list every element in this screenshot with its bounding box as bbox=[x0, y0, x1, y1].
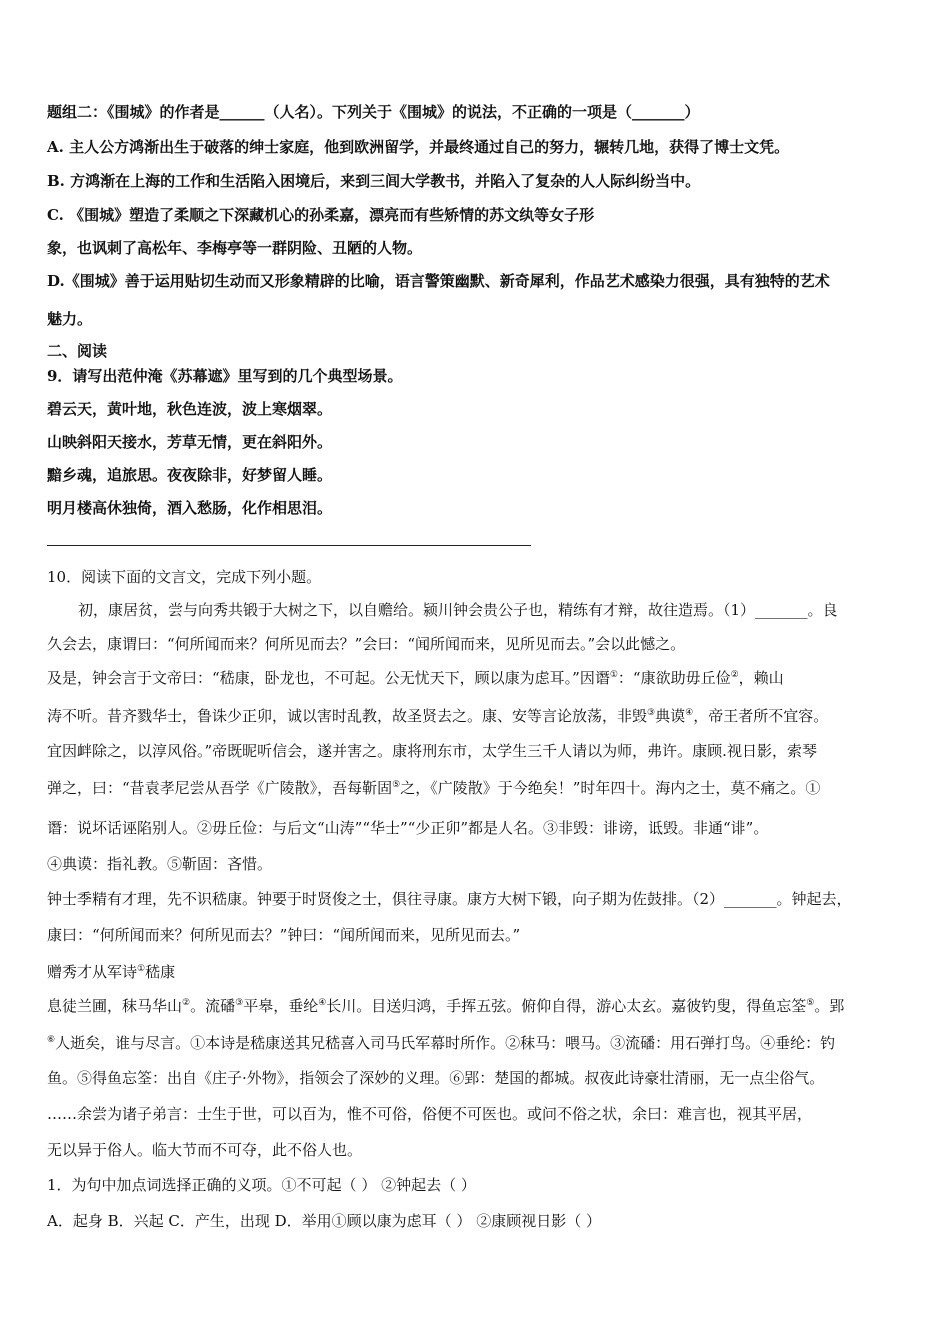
poem-title: 赠秀才从军诗①嵇康 bbox=[47, 963, 176, 981]
footnote-mark: ④ bbox=[685, 708, 694, 718]
poem-line: 黯乡魂，追旅思。夜夜除非，好梦留人睡。 bbox=[47, 466, 333, 484]
footnote-mark: ① bbox=[137, 964, 146, 974]
poem-line: 明月楼高休独倚，酒入愁肠，化作相思泪。 bbox=[47, 499, 333, 517]
passage-line: 及是，钟会言于文帝曰：“嵇康，卧龙也，不可起。公无忧天下，顾以康为虑耳。”因谮①：“康欲助毋丘俭②，赖山 bbox=[47, 669, 784, 687]
passage-line: ⑥人逝矣，谁与尽言。①本诗是嵇康送其兄嵇喜入司马氏军幕时所作。②秣马：喂马。③流磻：用石弹打鸟。④垂纶：钓 bbox=[47, 1034, 836, 1052]
option-a: A. 主人公方鸿渐出生于破落的绅士家庭，他到欧洲留学，并最终通过自己的努力，辗转几地，获得了博士文凭。 bbox=[47, 138, 790, 156]
passage-line: 涛不听。昔齐戮华士，鲁诛少正卯，诚以害时乱教，故圣贤去之。康、安等言论放荡，非毁③典谟④，帝王者所不宜容。 bbox=[47, 707, 829, 725]
poem-line: 碧云天，黄叶地，秋色连波，波上寒烟翠。 bbox=[47, 400, 333, 418]
passage-line: 无以异于俗人。临大节而不可夺，此不俗人也。 bbox=[47, 1141, 363, 1159]
footnote-line: 鱼。⑤得鱼忘筌：出自《庄子·外物》，指领会了深妙的义理。⑥郢：楚国的都城。叔夜此诗豪壮清丽，无一点尘俗气。 bbox=[47, 1069, 825, 1087]
footnote-line: ④典谟：指礼教。⑤靳固：吝惜。 bbox=[47, 855, 273, 873]
passage-line: 弹之，曰：“昔袁孝尼尝从吾学《广陵散》，吾每靳固⑤之，《广陵散》于今绝矣！”时年四十。海内之士，莫不痛之。① bbox=[47, 779, 821, 797]
passage-line: 久会去，康谓曰：“何所闻而来？何所见而去？”会曰：“闻所闻而来，见所见而去。”会以此憾之。 bbox=[47, 635, 686, 653]
option-b: B. 方鸿渐在上海的工作和生活陷入困境后，来到三闾大学教书，并陷入了复杂的人人际纠纷当中。 bbox=[47, 172, 701, 190]
section-heading: 二、阅读 bbox=[47, 342, 108, 360]
footnote-mark: ③ bbox=[647, 708, 656, 718]
footnote-mark: ⑥ bbox=[47, 1035, 56, 1045]
answer-line bbox=[47, 545, 531, 546]
footnote-mark: ③ bbox=[235, 998, 244, 1008]
option-d-line2: 魅力。 bbox=[47, 310, 93, 328]
poem-line: 山映斜阳天接水，芳草无情，更在斜阳外。 bbox=[47, 433, 333, 451]
passage-line: 钟士季精有才理，先不识嵇康。钟要于时贤俊之士，俱往寻康。康方大树下锻，向子期为佐鼓排。（2）_______。钟起去， bbox=[47, 890, 852, 908]
option-c-line2: 象，也讽刺了高松年、李梅亭等一群阴险、丑陋的人物。 bbox=[47, 239, 423, 257]
passage-line: 初，康居贫，尝与向秀共锻于大树之下，以自赡给。颍川钟会贵公子也，精练有才辩，故往造焉。（1）_______。良 bbox=[78, 601, 838, 619]
option-c-line1: C. 《围城》塑造了柔顺之下深藏机心的孙柔嘉，漂亮而有些矫情的苏文纨等女子形 bbox=[47, 206, 595, 224]
question-10-stem: 10．阅读下面的文言文，完成下列小题。 bbox=[47, 568, 322, 586]
passage-line: 康曰：“何所闻而来？何所见而去？”钟曰：“闻所闻而来，见所见而去。” bbox=[47, 926, 521, 944]
passage-line: ……余尝为诸子弟言：士生于世，可以百为，惟不可俗，俗便不可医也。或问不俗之状，余曰：难言也，视其平居， bbox=[47, 1105, 813, 1123]
subquestion-1: 1．为句中加点词选择正确的义项。①不可起（ ） ②钟起去（ ） bbox=[47, 1176, 476, 1194]
footnote-mark: ⑤ bbox=[392, 780, 401, 790]
footnote-line: 谮：说坏话诬陷别人。②毋丘俭：与后文“山涛”“华士”“少正卯”都是人名。③非毁：诽谤，诋毁。非通“诽”。 bbox=[47, 819, 769, 837]
passage-line: 宜因衅除之，以淳风俗。”帝既昵听信会，遂并害之。康将刑东市，太学生三千人请以为师，弗许。康顾.视日影，索琴 bbox=[47, 742, 817, 760]
footnote-mark: ② bbox=[730, 670, 739, 680]
passage-line: 息徒兰圃，秣马华山②。流磻③平皋，垂纶④长川。目送归鸿，手挥五弦。俯仰自得，游心太玄。嘉彼钓叟，得鱼忘筌⑤。郢 bbox=[47, 997, 845, 1015]
footnote-mark: ④ bbox=[318, 998, 327, 1008]
option-d-line1: D.《围城》善于运用贴切生动而又形象精辟的比喻，语言警策幽默、新奇犀利，作品艺术感染力很强，具有独特的艺术 bbox=[47, 272, 830, 290]
question-9-stem: 9．请写出范仲淹《苏幕遮》里写到的几个典型场景。 bbox=[47, 367, 403, 385]
footnote-mark: ② bbox=[182, 998, 191, 1008]
footnote-mark: ⑤ bbox=[806, 998, 815, 1008]
question-group2-stem: 题组二：《围城》的作者是______（人名）。下列关于《围城》的说法，不正确的一项是（_______） bbox=[47, 103, 700, 121]
footnote-mark: ① bbox=[609, 670, 618, 680]
subquestion-1-options: A．起身 B．兴起 C．产生，出现 D．举用①顾以康为虑耳（ ） ②康顾视日影（ ） bbox=[47, 1212, 601, 1230]
